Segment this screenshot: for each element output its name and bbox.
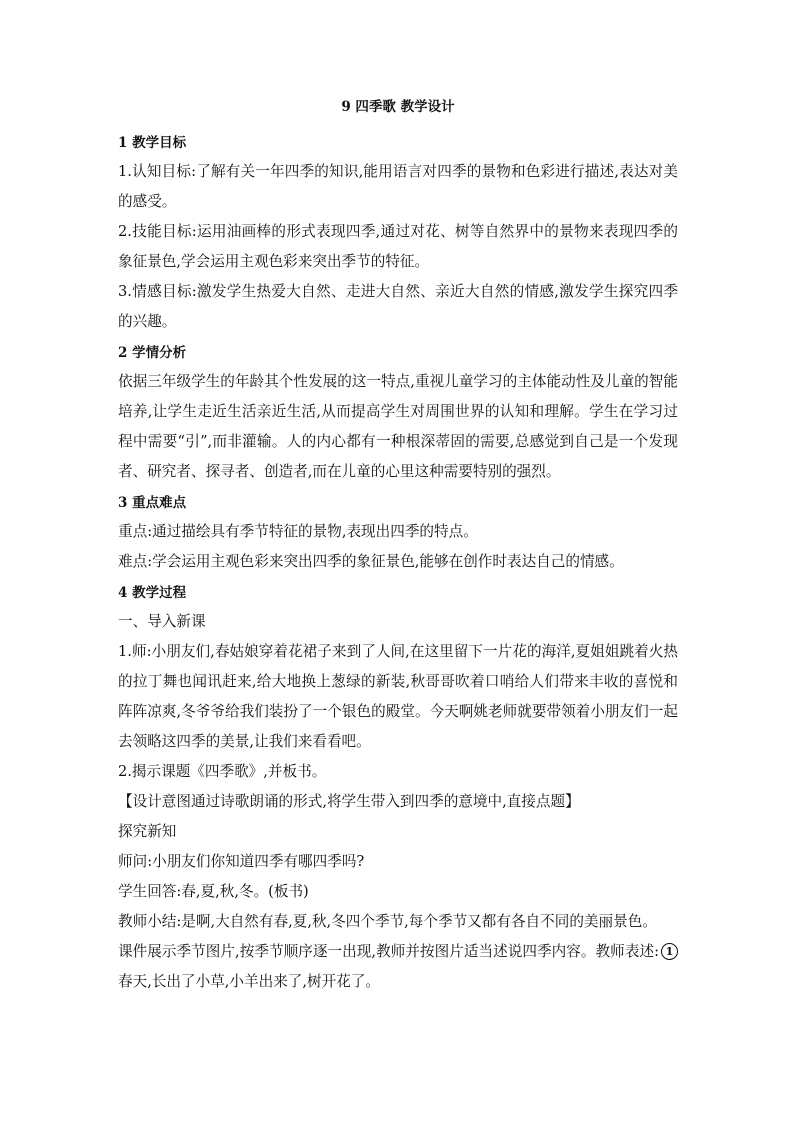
reveal-topic: 2.揭示课题《四季歌》,并板书。: [118, 763, 327, 780]
circled-number-one: 1: [661, 943, 678, 960]
section-heading-process: 4 教学过程: [118, 585, 187, 601]
courseware-text: 课件展示季节图片,按季节顺序逐一出现,教师并按图片适当述说四季内容。教师表述:: [118, 943, 659, 960]
teacher-summary: 教师小结:是啊,大自然有春,夏,秋,冬四个季节,每个季节又都有各自不同的美丽景色。: [118, 913, 657, 930]
intro-paragraph: 1.师:小朋友们,春姑娘穿着花裙子来到了人间,在这里留下一片花的海洋,夏姐姐跳着火热的拉丁舞也闻讯赶来,给大地换上葱绿的新装,秋哥哥吹着口哨给人们带来丰收的喜悦和阵阵凉爽,冬爷爷给我们装扮了一个银色的殿堂。今天啊姚老师就要带领着小朋友们一起去领略这四季的美景,让我们来看看吧。: [118, 643, 678, 750]
spring-description: 春天,长出了小草,小羊出来了,树开花了。: [118, 973, 381, 990]
document-page: [118, 96, 678, 997]
section-heading-goals: 1 教学目标: [118, 135, 187, 151]
section-heading-analysis: 2 学情分析: [118, 345, 187, 361]
section-heading-keypoints: 3 重点难点: [118, 495, 187, 511]
goal-skill: 2.技能目标:运用油画棒的形式表现四季,通过对花、树等自然界中的景物来表现四季的象征景色,学会运用主观色彩来突出季节的特征。: [118, 223, 678, 270]
difficult-point: 难点:学会运用主观色彩来突出四季的象征景色,能够在创作时表达自己的情感。: [118, 553, 624, 570]
key-point: 重点:通过描绘具有季节特征的景物,表现出四季的特点。: [118, 523, 478, 540]
teacher-question: 师问:小朋友们你知道四季有哪四季吗?: [118, 853, 365, 870]
courseware-paragraph: [118, 937, 678, 997]
goal-cognitive: 1.认知目标:了解有关一年四季的知识,能用语言对四季的景物和色彩进行描述,表达对美的感受。: [118, 163, 678, 210]
process-subheading-explore: 探究新知: [118, 823, 177, 840]
design-intent: 【设计意图通过诗歌朗诵的形式,将学生带入到四季的意境中,直接点题】: [118, 793, 580, 810]
student-answer: 学生回答:春,夏,秋,冬。(板书): [118, 883, 309, 900]
goal-emotion: 3.情感目标:激发学生热爱大自然、走进大自然、亲近大自然的情感,激发学生探究四季的兴趣。: [118, 283, 678, 330]
analysis-paragraph: 依据三年级学生的年龄其个性发展的这一特点,重视儿童学习的主体能动性及儿童的智能培养,让学生走近生活亲近生活,从而提高学生对周围世界的认知和理解。学生在学习过程中需要“引”,而非灌输。人的内心都有一种根深蒂固的需要,总感觉到自己是一个发现者、研究者、探寻者、创造者,而在儿童的心里这种需要特别的强烈。: [118, 373, 678, 480]
document-title: 9 四季歌 教学设计: [341, 99, 455, 115]
process-subheading-intro: 一、导入新课: [118, 613, 206, 630]
